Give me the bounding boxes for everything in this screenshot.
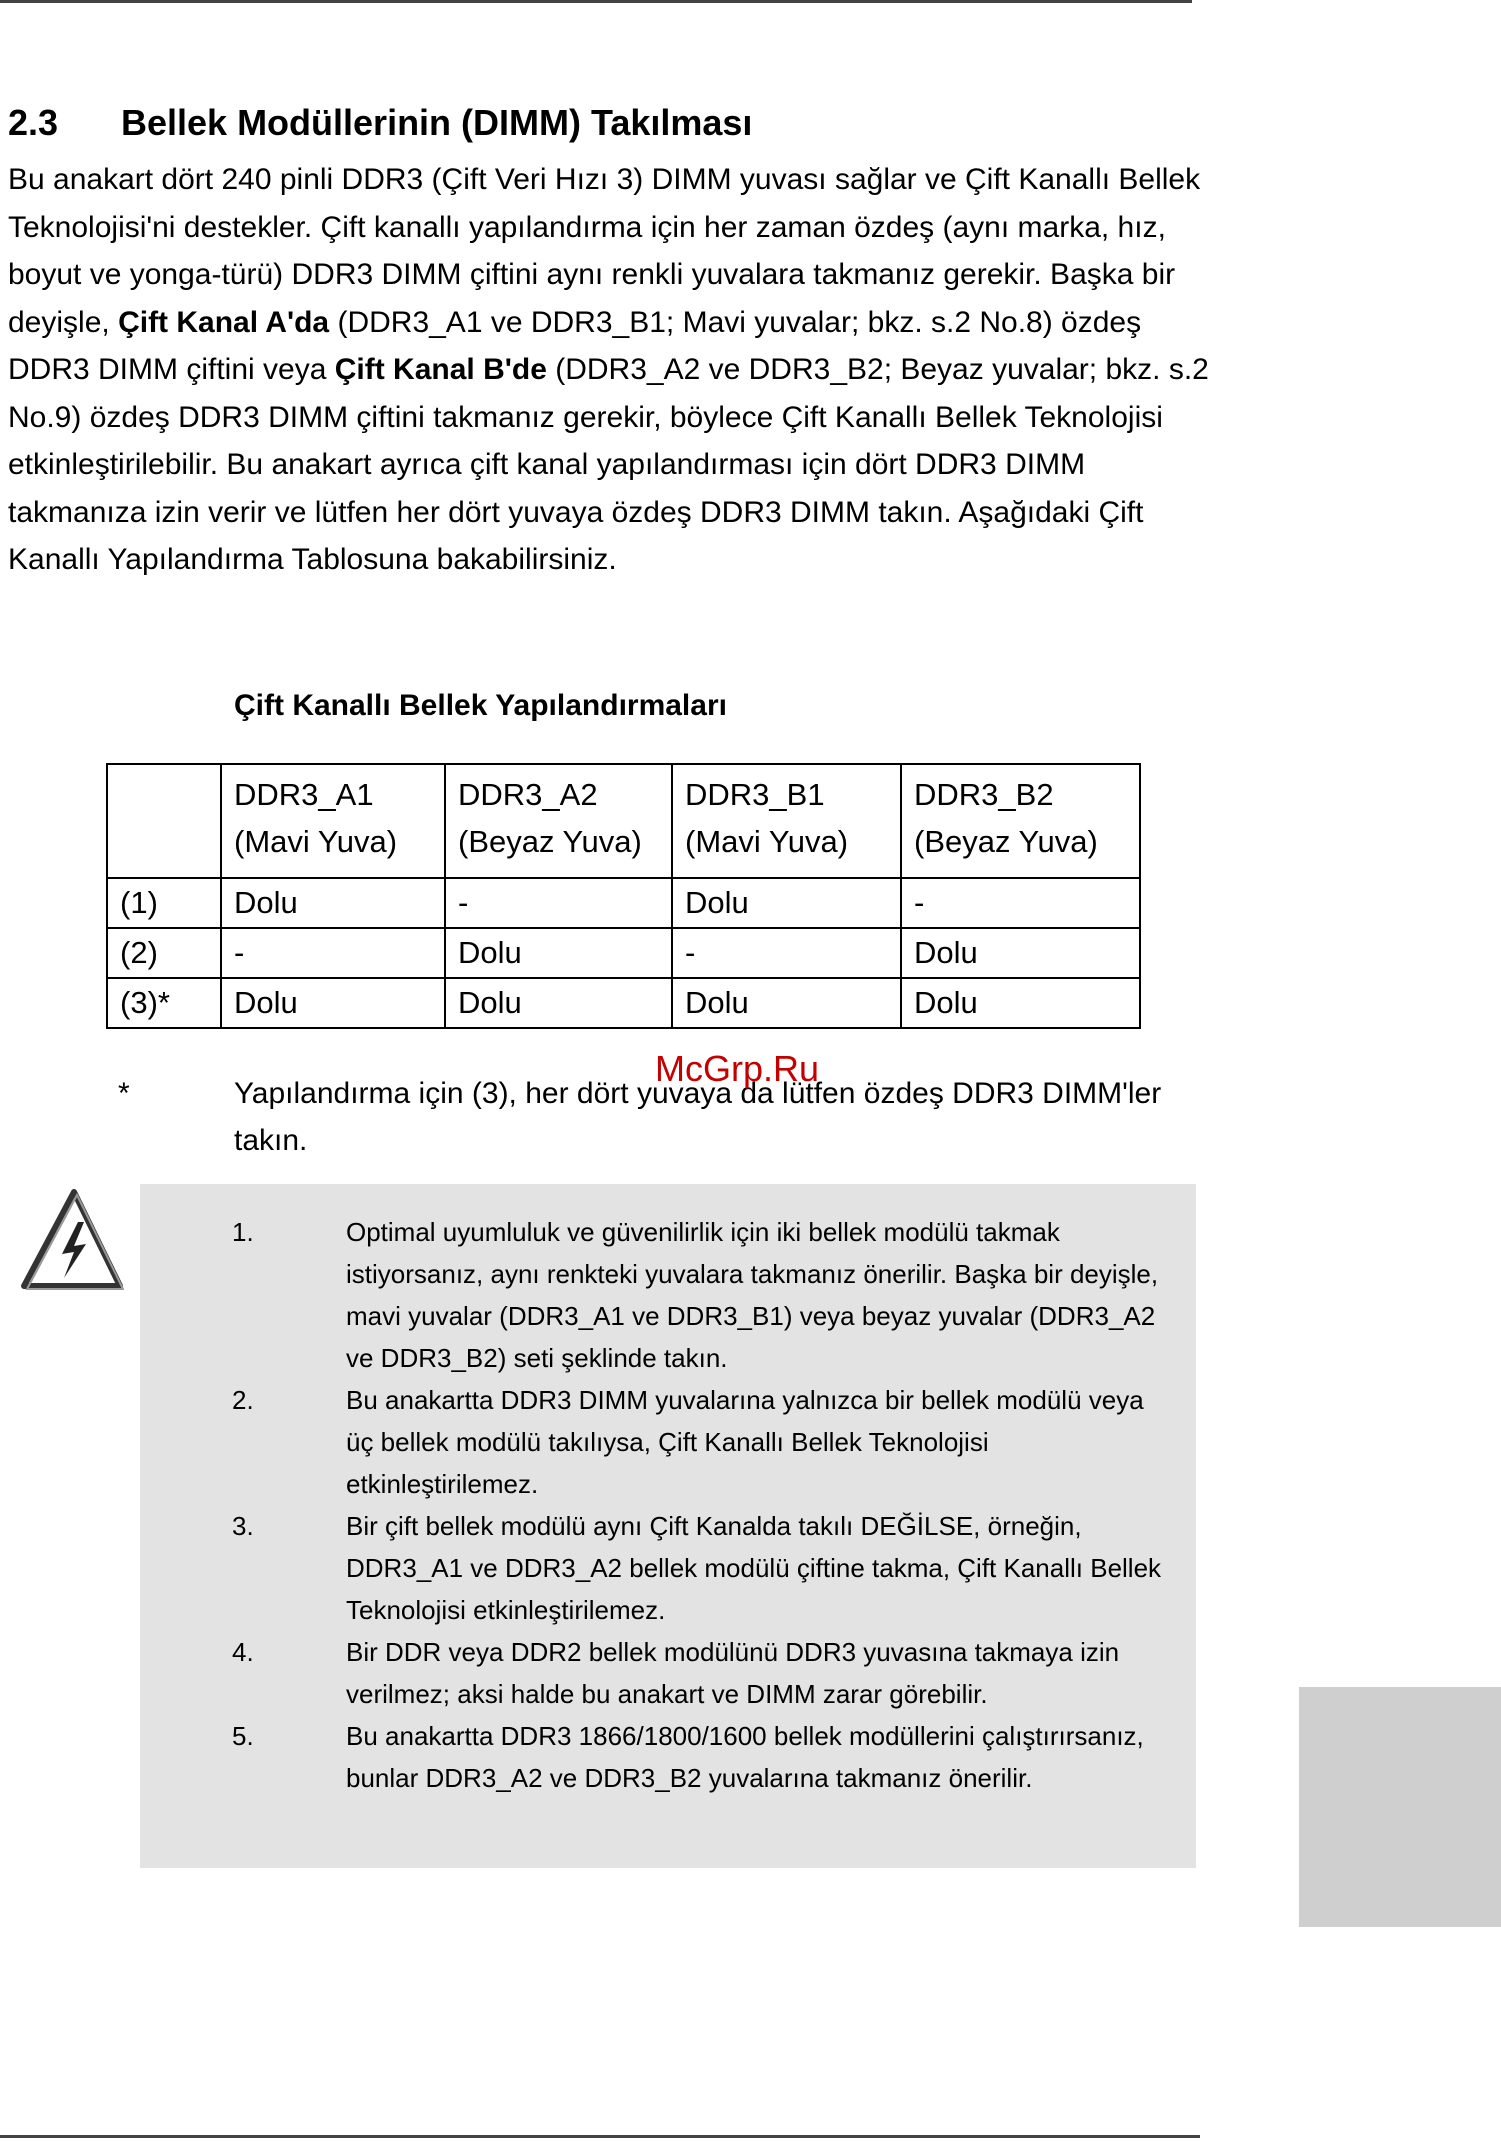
note-number: 2. xyxy=(232,1385,254,1415)
row-label: (1) xyxy=(107,878,221,928)
table-cell: Dolu xyxy=(672,878,901,928)
header-cell: DDR3_A1 (Mavi Yuva) xyxy=(221,764,445,878)
table-row xyxy=(107,878,1140,928)
table-cell: - xyxy=(672,928,901,978)
table-header-row xyxy=(107,764,1140,878)
header-cell: DDR3_A2 (Beyaz Yuva) xyxy=(445,764,672,878)
intro-text-2: (DDR3_A1 ve DDR3_B1; Mavi yuvalar; bkz. s.2 No.8) özdeş DDR3 DIMM çiftini veya xyxy=(8,305,1142,386)
table-cell: Dolu xyxy=(901,978,1140,1028)
note-text: Optimal uyumluluk ve güvenilirlik için iki bellek modülü takmak istiyorsanız, aynı renkteki yuvalara takmanız önerilir. Başka bir deyişle, mavi yuvalar (DDR3_A1 ve DDR3_B1) veya beyaz yuvalar (DDR3_A2 ve DDR3_B2) seti şeklinde takın. xyxy=(346,1217,1159,1373)
config-table xyxy=(106,763,1141,1029)
section-title: Bellek Modüllerinin (DIMM) Takılması xyxy=(121,102,753,143)
list-item xyxy=(232,1379,1166,1505)
header-cell: DDR3_B2 (Beyaz Yuva) xyxy=(901,764,1140,878)
table-title: Çift Kanallı Bellek Yapılandırmaları xyxy=(234,689,727,722)
list-item xyxy=(232,1505,1166,1631)
bottom-rule xyxy=(0,2135,1200,2138)
footnote-text: Yapılandırma için (3), her dört yuvaya da lütfen özdeş DDR3 DIMM'ler takın. xyxy=(234,1077,1162,1157)
table-cell: - xyxy=(901,878,1140,928)
table-row xyxy=(107,978,1140,1028)
intro-paragraph xyxy=(8,156,1218,584)
list-item xyxy=(232,1211,1166,1379)
watermark: McGrp.Ru xyxy=(655,1048,820,1089)
intro-text-1: Bu anakart dört 240 pinli DDR3 (Çift Veri Hızı 3) DIMM yuvası sağlar ve Çift Kanallı Bellek Teknolojisi'ni destekler. Çift kanallı yapılandırma için her zaman özdeş (aynı marka, hız, boyut ve yonga-türü) DDR3 DIMM çiftini aynı renkli yuvalara takmanız gerekir. Başka bir deyişle, xyxy=(8,163,1201,339)
warning-lightning-icon xyxy=(18,1188,124,1294)
intro-bold-channel-a: Çift Kanal A'da xyxy=(118,305,330,339)
notes-list xyxy=(232,1211,1166,1799)
table-cell: Dolu xyxy=(901,928,1140,978)
list-item xyxy=(232,1631,1166,1715)
table-cell: Dolu xyxy=(221,878,445,928)
intro-bold-channel-b: Çift Kanal B'de xyxy=(334,353,547,386)
intro-text-3: (DDR3_A2 ve DDR3_B2; Beyaz yuvalar; bkz. s.2 No.9) özdeş DDR3 DIMM çiftini takmanız gerekir, böylece Çift Kanallı Bellek Teknolojisi etkinleştirilebilir. Bu anakart ayrıca çift kanal yapılandırması için dört DDR3 DIMM takmanıza izin verir ve lütfen her dört yuvaya özdeş DDR3 DIMM takın. Aşağıdaki Çift Kanallı Yapılandırma Tablosuna bakabilirsiniz. xyxy=(8,353,1209,576)
note-number: 1. xyxy=(232,1217,254,1247)
note-text: Bir DDR veya DDR2 bellek modülünü DDR3 yuvasına takmaya izin verilmez; aksi halde bu anakart ve DIMM zarar görebilir. xyxy=(346,1637,1120,1709)
note-text: Bir çift bellek modülü aynı Çift Kanalda takılı DEĞİLSE, örneğin, DDR3_A1 ve DDR3_A2 bellek modülü çiftine takma, Çift Kanallı Bellek Teknolojisi etkinleştirilemez. xyxy=(346,1511,1162,1625)
side-tab xyxy=(1299,1687,1501,1927)
section-number: 2.3 xyxy=(8,102,59,143)
table-row xyxy=(107,928,1140,978)
table-corner-cell xyxy=(107,764,221,878)
note-number: 3. xyxy=(232,1511,254,1541)
top-rule xyxy=(0,0,1192,3)
table-cell: Dolu xyxy=(445,978,672,1028)
note-number: 5. xyxy=(232,1721,254,1751)
table-cell: Dolu xyxy=(445,928,672,978)
table-cell: Dolu xyxy=(672,978,901,1028)
note-text: Bu anakartta DDR3 1866/1800/1600 bellek modüllerini çalıştırırsanız, bunlar DDR3_A2 ve DDR3_B2 yuvalarına takmanız önerilir. xyxy=(346,1721,1144,1793)
header-cell: DDR3_B1 (Mavi Yuva) xyxy=(672,764,901,878)
section-heading xyxy=(8,102,752,144)
table-cell: - xyxy=(221,928,445,978)
table-cell: - xyxy=(445,878,672,928)
row-label: (2) xyxy=(107,928,221,978)
note-text: Bu anakartta DDR3 DIMM yuvalarına yalnızca bir bellek modülü veya üç bellek modülü takılıysa, Çift Kanallı Bellek Teknolojisi etkinleştirilemez. xyxy=(346,1385,1144,1499)
note-number: 4. xyxy=(232,1637,254,1667)
list-item xyxy=(232,1715,1166,1799)
table-cell: Dolu xyxy=(221,978,445,1028)
footnote-marker: * xyxy=(118,1077,130,1110)
row-label: (3)* xyxy=(107,978,221,1028)
